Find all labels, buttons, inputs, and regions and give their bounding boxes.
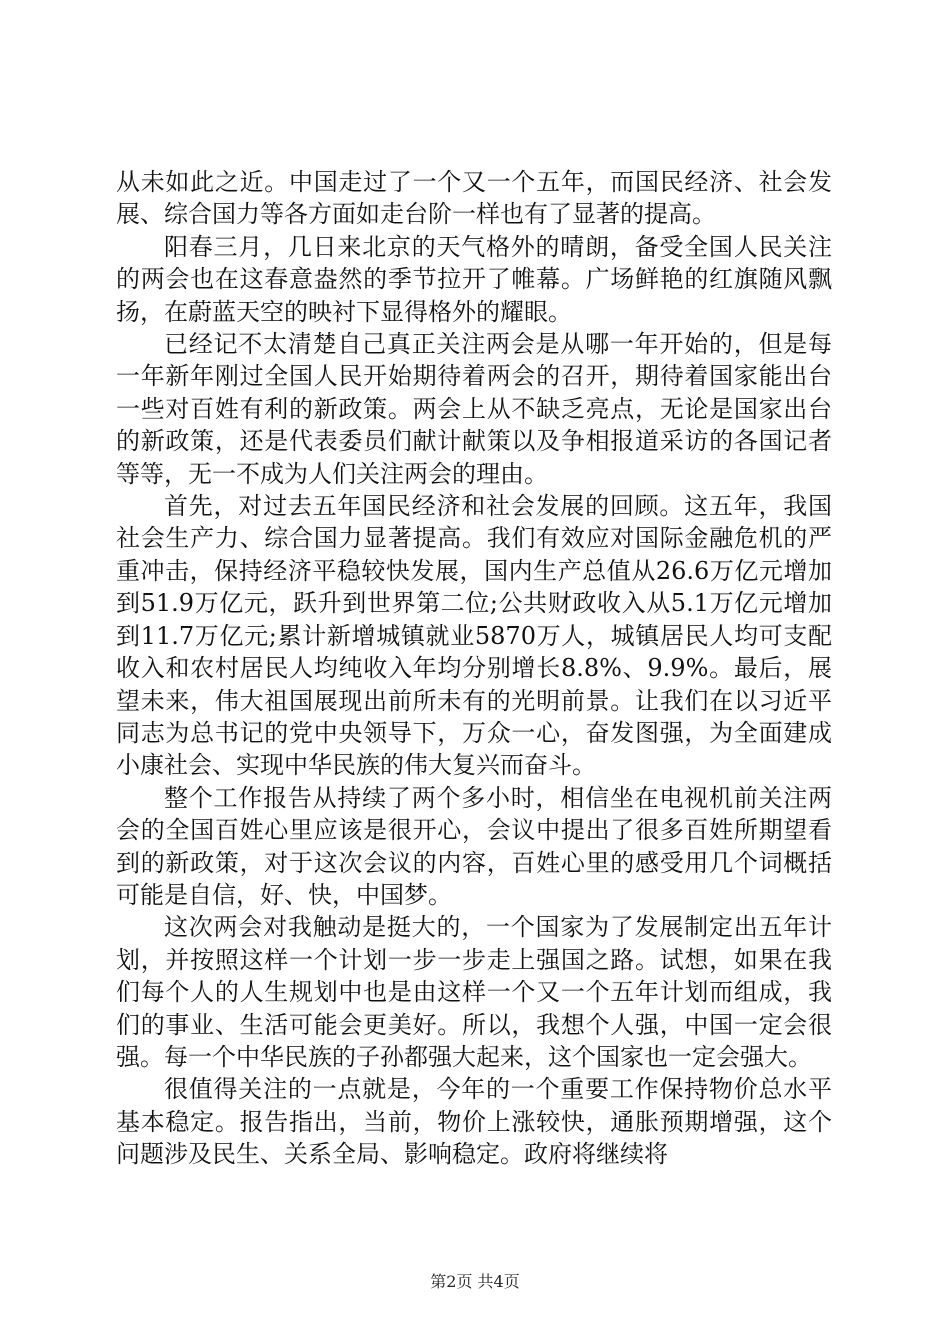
paragraph-1: 从未如此之近。中国走过了一个又一个五年，而国民经济、社会发展、综合国力等各方面如走台阶一样也有了显著的提高。 bbox=[116, 168, 832, 229]
paragraph-2: 阳春三月，几日来北京的天气格外的晴朗，备受全国人民关注的两会也在这春意盎然的季节拉开了帷幕。广场鲜艳的红旗随风飘扬，在蔚蓝天空的映衬下显得格外的耀眼。 bbox=[116, 232, 832, 326]
paragraph-6: 这次两会对我触动是挺大的，一个国家为了发展制定出五年计划，并按照这样一个计划一步一步走上强国之路。试想，如果在我们每个人的人生规划中也是由这样一个又一个五年计划而组成，我们的事业、生活可能会更美好。所以，我想个人强，中国一定会很强。每一个中华民族的子孙都强大起来，这个国家也一定会强大。 bbox=[116, 913, 832, 1071]
page-footer: 第2页 共4页 bbox=[430, 1272, 520, 1291]
paragraph-5: 整个工作报告从持续了两个多小时，相信坐在电视机前关注两会的全国百姓心里应该是很开心，会议中提出了很多百姓所期望看到的新政策，对于这次会议的内容，百姓心里的感受用几个词概括可能是自信，好、快，中国梦。 bbox=[116, 783, 832, 909]
paragraph-4: 首先，对过去五年国民经济和社会发展的回顾。这五年，我国社会生产力、综合国力显著提高。我们有效应对国际金融危机的严重冲击，保持经济平稳较快发展，国内生产总值从26.6万亿元增加到51.9万亿元，跃升到世界第二位;公共财政收入从5.1万亿元增加到11.7万亿元;累计新增城镇就业5870万人，城镇居民人均可支配收入和农村居民人均纯收入年均分别增长8.8%、9.9%。最后，展望未来，伟大祖国展现出前所未有的光明前景。让我们在以习近平同志为总书记的党中央领导下，万众一心，奋发图强，为全面建成小康社会、实现中华民族的伟大复兴而奋斗。 bbox=[116, 492, 832, 780]
body-text bbox=[116, 166, 832, 1171]
paragraph-7: 很值得关注的一点就是，今年的一个重要工作保持物价总水平基本稳定。报告指出，当前，物价上涨较快，通胀预期增强，这个问题涉及民生、关系全局、影响稳定。政府将继续将 bbox=[116, 1075, 832, 1169]
paragraph-3: 已经记不太清楚自己真正关注两会是从哪一年开始的，但是每一年新年刚过全国人民开始期待着两会的召开，期待着国家能出台一些对百姓有利的新政策。两会上从不缺乏亮点，无论是国家出台的新政策，还是代表委员们献计献策以及争相报道采访的各国记者等等，无一不成为人们关注两会的理由。 bbox=[116, 330, 832, 488]
